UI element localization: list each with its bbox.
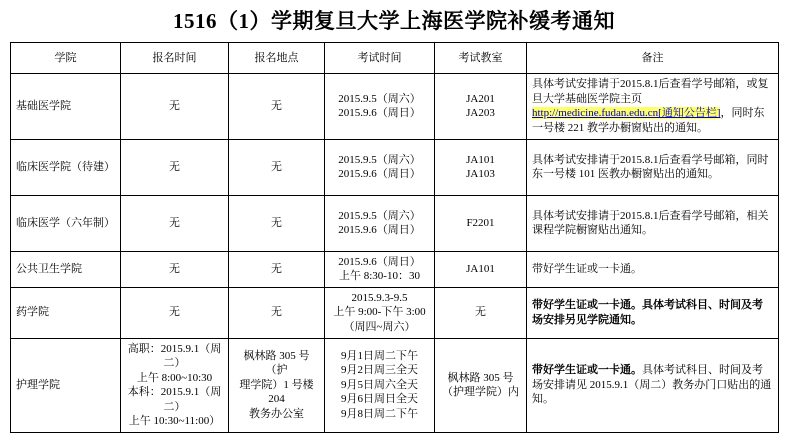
table-row <box>11 74 779 140</box>
exam-time-line: （周四~周六） <box>343 321 416 333</box>
table-row <box>11 195 779 251</box>
cell-college: 基础医学院 <box>11 74 121 140</box>
cell-reg-place <box>229 338 325 432</box>
cell-reg-time <box>121 338 229 432</box>
exam-time-line: 9月2日周三全天 <box>341 364 418 377</box>
header-exam-room: 考试教室 <box>435 43 527 74</box>
cell-reg-time: 无 <box>121 195 229 251</box>
cell-exam-room <box>435 74 527 140</box>
cell-exam-time <box>325 287 435 338</box>
cell-reg-place: 无 <box>229 195 325 251</box>
exam-time-line: 上午 9:00-下午 3:00 <box>333 306 426 319</box>
cell-exam-room <box>435 251 527 287</box>
cell-college: 公共卫生学院 <box>11 251 121 287</box>
cell-reg-time: 无 <box>121 74 229 140</box>
reg-time-line: 本科：2015.9.1（周二） <box>127 386 222 413</box>
exam-time-line: 9月5日周六全天 <box>341 378 418 391</box>
remark-text-pre: 具体考试安排请于2015.8.1后查看学号邮箱，或复旦大学基础医学院主页 <box>532 78 769 105</box>
cell-college: 护理学院 <box>11 338 121 432</box>
remark-text-emphasis: 带好学生证或一卡通。 <box>532 363 642 376</box>
exam-room-line: JA203 <box>466 107 495 120</box>
exam-time-line: 2015.9.6（周日） <box>338 224 421 237</box>
exam-room-line: F2201 <box>466 217 495 230</box>
exam-time-line: 9月8日周二下午 <box>341 407 418 420</box>
exam-room-line: （护理学院）内 <box>442 386 519 399</box>
cell-remark: 具体考试安排请于2015.8.1后查看学号邮箱，同时东一号楼 101 医教办橱窗贴出的通知。 <box>527 139 779 195</box>
cell-exam-time <box>325 195 435 251</box>
header-reg-time: 报名时间 <box>121 43 229 74</box>
header-reg-place: 报名地点 <box>229 43 325 74</box>
exam-time-line: 2015.9.6（周日） <box>338 107 421 120</box>
cell-reg-time: 无 <box>121 251 229 287</box>
exam-room-line: 枫林路 305 号 <box>447 371 514 384</box>
cell-reg-time: 无 <box>121 139 229 195</box>
reg-time-line: 上午 8:00~10:30 <box>136 371 213 384</box>
cell-reg-place: 无 <box>229 139 325 195</box>
exam-time-line: 2015.9.3-9.5 <box>351 291 408 304</box>
cell-remark: 带好学生证或一卡通。 <box>527 251 779 287</box>
table-header <box>11 43 779 74</box>
cell-reg-time: 无 <box>121 287 229 338</box>
exam-time-line: 2015.9.5（周六） <box>338 209 421 222</box>
table-row <box>11 139 779 195</box>
remark-text-pre: 具体考试科目、时间及考场安排请见 2015.9.1（周二）教务办门口贴出的通知。 <box>532 363 772 406</box>
exam-time-line: 2015.9.6（周日） <box>338 168 421 181</box>
cell-exam-time <box>325 251 435 287</box>
exam-room-line: JA201 <box>466 92 495 105</box>
cell-remark <box>527 74 779 140</box>
notice-table <box>10 42 779 433</box>
exam-room-line: JA101 <box>466 153 495 166</box>
cell-college: 临床医学（六年制） <box>11 195 121 251</box>
cell-remark <box>527 338 779 432</box>
table-body <box>11 74 779 433</box>
header-college: 学院 <box>11 43 121 74</box>
header-exam-time: 考试时间 <box>325 43 435 74</box>
cell-reg-place: 无 <box>229 287 325 338</box>
reg-time-line: 上午 10:30~11:00） <box>128 415 221 428</box>
cell-exam-time <box>325 139 435 195</box>
header-remark: 备注 <box>527 43 779 74</box>
cell-exam-time <box>325 338 435 432</box>
table-row <box>11 338 779 432</box>
remark-text-post: ，同时东一号楼 221 教学办橱窗贴出的通知。 <box>532 107 765 135</box>
exam-room-line: JA103 <box>466 168 495 181</box>
table-row <box>11 287 779 338</box>
exam-time-line: 2015.9.5（周六） <box>338 153 421 166</box>
remark-text-emphasis: 带好学生证或一卡通。具体考试科目、时间及考场安排另见学院通知。 <box>532 299 763 326</box>
cell-exam-room <box>435 195 527 251</box>
cell-reg-place: 无 <box>229 251 325 287</box>
reg-place-line: 枫林路 305 号（护 <box>243 349 310 377</box>
exam-time-line: 上午 8:30-10：30 <box>339 270 420 283</box>
cell-remark <box>527 287 779 338</box>
cell-college: 药学院 <box>11 287 121 338</box>
exam-time-line: 9月6日周日全天 <box>341 393 418 406</box>
cell-exam-room <box>435 287 527 338</box>
reg-place-line: 理学院）1 号楼 204 <box>239 378 314 406</box>
cell-reg-place: 无 <box>229 74 325 140</box>
medicine-fudan-link[interactable]: http://medicine.fudan.edu.cn[通知公告栏] <box>532 107 721 120</box>
table-header-row <box>11 43 779 74</box>
cell-remark: 具体考试安排请于2015.8.1后查看学号邮箱，相关课程学院橱窗贴出通知。 <box>527 195 779 251</box>
exam-time-line: 9月1日周二下午 <box>341 349 418 362</box>
exam-room-line: 无 <box>475 306 486 319</box>
cell-exam-room <box>435 338 527 432</box>
exam-time-line: 2015.9.6（周日） <box>338 255 421 268</box>
cell-exam-room <box>435 139 527 195</box>
page-title: 1516（1）学期复旦大学上海医学院补缓考通知 <box>173 9 615 33</box>
cell-exam-time <box>325 74 435 140</box>
exam-room-line: JA101 <box>466 263 495 276</box>
table-row <box>11 251 779 287</box>
exam-time-line: 2015.9.5（周六） <box>338 92 421 105</box>
reg-place-line: 教务办公室 <box>249 407 304 420</box>
reg-time-line: 高职：2015.9.1（周二） <box>127 342 222 370</box>
cell-college: 临床医学院（待建） <box>11 139 121 195</box>
